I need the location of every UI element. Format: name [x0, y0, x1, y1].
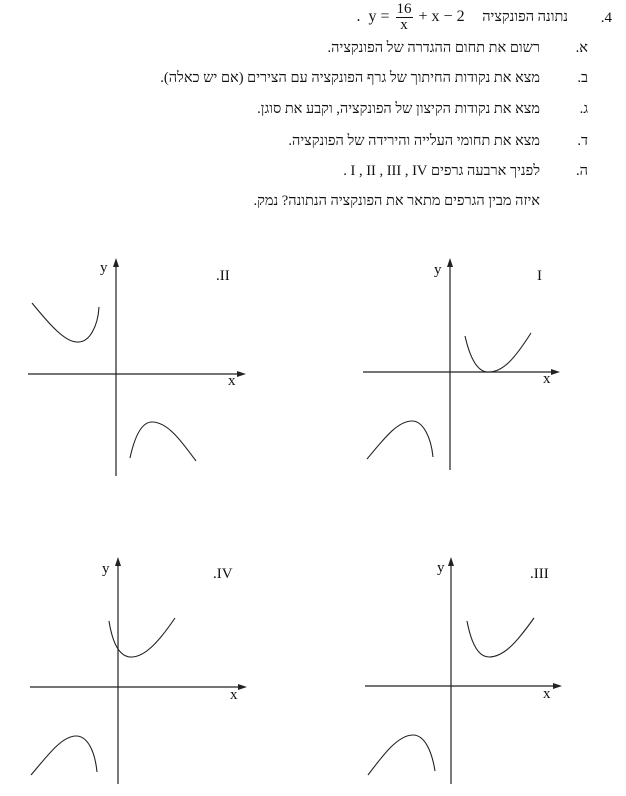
x-axis-label: x	[543, 371, 551, 387]
x-axis-arrow-icon	[551, 369, 560, 375]
item-label-b: ב.	[577, 70, 588, 86]
item-label-a: א.	[575, 40, 588, 56]
x-axis-label: x	[228, 373, 236, 389]
curve-right-branch	[467, 618, 534, 657]
graph-IV	[20, 550, 260, 790]
y-axis-label: y	[102, 561, 110, 577]
item-text-a: רשום את תחום ההגדרה של הפונקציה.	[327, 40, 540, 56]
followup-question: איזה מבין הגרפים מתאר את הפונקציה הנתונה? נמק.	[253, 193, 540, 209]
curve-left-branch	[31, 736, 97, 775]
y-axis-label: y	[434, 262, 442, 278]
question-intro	[356, 2, 568, 33]
curve-right-branch	[130, 422, 196, 461]
curve-right-branch	[465, 333, 531, 372]
x-axis-arrow-icon	[553, 683, 562, 689]
item-label-e: ה.	[576, 163, 588, 179]
x-axis-arrow-icon	[238, 684, 247, 690]
item-text-c: מצא את נקודות הקיצון של הפונקציה, וקבע את סוגן.	[257, 101, 540, 117]
denominator: x	[400, 17, 408, 33]
fraction	[396, 2, 413, 33]
question-number: .4	[600, 10, 612, 26]
item-label-d: ד.	[577, 133, 588, 149]
graph-label: .II	[216, 268, 230, 284]
graph-label: .III	[530, 566, 549, 582]
curve-left-branch	[367, 421, 433, 459]
graph-II	[20, 250, 260, 480]
numerator: 16	[396, 1, 412, 17]
x-axis-label: x	[230, 687, 238, 703]
x-axis-arrow-icon	[237, 371, 246, 377]
item-label-c: ג.	[579, 101, 588, 117]
x-axis-label: x	[543, 686, 551, 702]
y-axis-label: y	[437, 560, 445, 576]
y-axis-label: y	[100, 260, 108, 276]
formula	[356, 2, 464, 33]
curve-left-branch	[368, 735, 435, 775]
graph-label: .IV	[213, 566, 233, 582]
formula-rest: + x − 2	[418, 8, 465, 26]
y-axis-arrow-icon	[447, 258, 453, 267]
item-text-e: לפניך ארבעה גרפים I , II , III , IV .	[343, 163, 540, 179]
y-axis-arrow-icon	[113, 258, 119, 267]
item-text-b: מצא את נקודות החיתוך של גרף הפונקציה עם הצירים (אם יש כאלה).	[160, 70, 540, 86]
graph-III	[355, 550, 575, 790]
y-axis-arrow-icon	[115, 557, 121, 566]
formula-lhs: .	[356, 8, 361, 26]
graph-I	[355, 250, 575, 480]
item-text-d: מצא את תחומי העלייה והירידה של הפונקציה.	[288, 133, 540, 149]
curve-left-branch	[32, 303, 99, 342]
curve-right-branch	[109, 618, 175, 657]
formula-y: y =	[368, 8, 390, 26]
y-axis-arrow-icon	[448, 557, 454, 566]
intro-text: נתונה הפונקציה	[482, 8, 568, 25]
graph-label: I	[537, 268, 542, 284]
